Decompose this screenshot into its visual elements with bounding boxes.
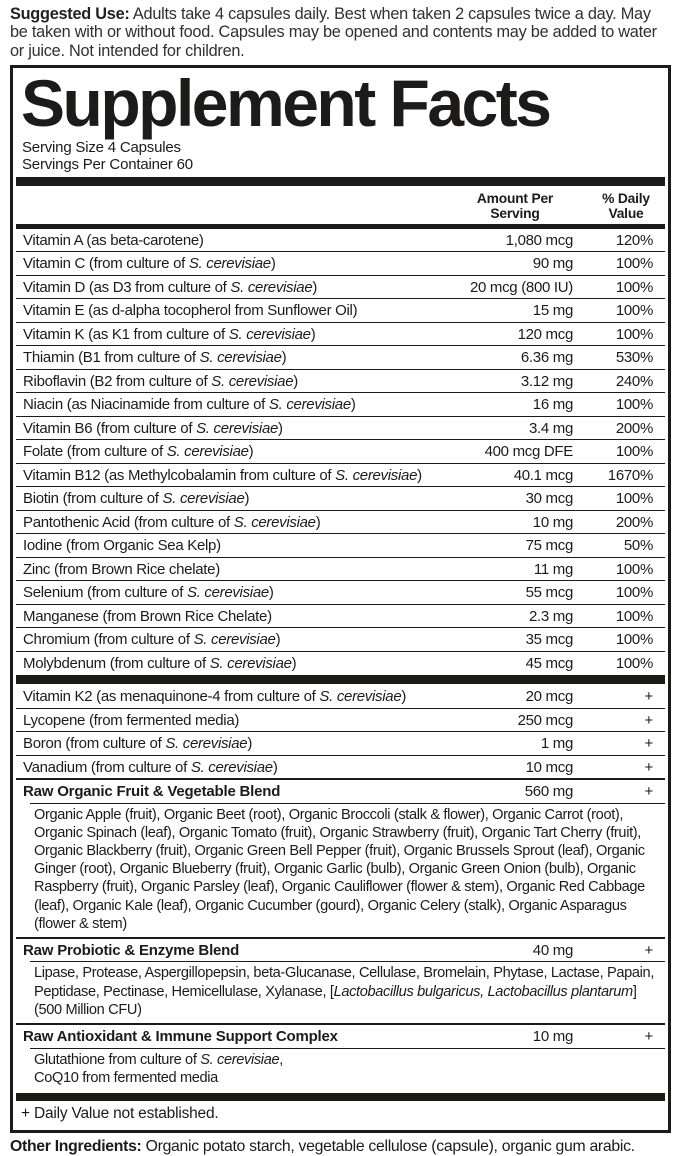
table-row xyxy=(16,298,665,322)
amount-per-serving-value: 45 mcg xyxy=(525,654,573,672)
table-row xyxy=(16,510,665,534)
daily-value: + xyxy=(644,941,653,959)
nutrient-name: Boron (from culture of S. cerevisiae) xyxy=(23,735,253,753)
amount-per-serving-value: 2.3 mg xyxy=(528,607,573,625)
nutrient-name: Lycopene (from fermented media) xyxy=(23,711,240,729)
servings-per-container: Servings Per Container 60 xyxy=(22,156,193,174)
table-row xyxy=(16,580,665,604)
nutrient-name: Riboflavin (B2 from culture of S. cerevisiae) xyxy=(23,372,298,390)
amount-per-serving-value: 16 mg xyxy=(532,396,573,414)
nutrient-name: Raw Probiotic & Enzyme Blend xyxy=(23,941,240,959)
nutrient-name: Vitamin E (as d-alpha tocopherol from Sunflower Oil) xyxy=(23,302,358,320)
daily-value: 100% xyxy=(615,560,653,578)
amount-per-serving-value: 75 mcg xyxy=(525,537,573,555)
table-row xyxy=(16,275,665,299)
secondary-rows xyxy=(16,685,665,1091)
table-row xyxy=(16,651,665,675)
table-row xyxy=(16,685,665,708)
primary-rows xyxy=(16,229,665,675)
daily-value: 240% xyxy=(615,372,653,390)
nutrient-name: Folate (from culture of S. cerevisiae) xyxy=(23,443,254,461)
amount-per-serving-value: 10 mcg xyxy=(525,758,573,776)
daily-value: + xyxy=(644,688,653,706)
suggested-use-paragraph xyxy=(10,5,671,60)
daily-value: 100% xyxy=(615,607,653,625)
table-row xyxy=(16,392,665,416)
daily-value: 100% xyxy=(615,654,653,672)
nutrient-name: Molybdenum (from culture of S. cerevisiae) xyxy=(23,654,297,672)
daily-value: 100% xyxy=(615,325,653,343)
nutrient-name: Selenium (from culture of S. cerevisiae) xyxy=(23,584,274,602)
nutrient-name: Iodine (from Organic Sea Kelp) xyxy=(23,537,221,555)
amount-column-header: Amount Per Serving xyxy=(476,190,554,221)
amount-per-serving-value: 20 mcg xyxy=(525,688,573,706)
table-row xyxy=(16,778,665,803)
thick-separator-bar xyxy=(16,1093,665,1101)
table-row xyxy=(16,533,665,557)
amount-per-serving-value: 3.4 mg xyxy=(528,419,573,437)
amount-per-serving-value: 10 mg xyxy=(532,513,573,531)
amount-per-serving-value: 40.1 mcg xyxy=(513,466,573,484)
nutrient-name: Vitamin K (as K1 from culture of S. cerevisiae) xyxy=(23,325,316,343)
blend-ingredient-list: Glutathione from culture of S. cerevisiae, CoQ10 from fermented media xyxy=(30,1048,665,1091)
dv-column-header: % Daily Value xyxy=(602,190,650,221)
table-row xyxy=(16,322,665,346)
table-row xyxy=(16,463,665,487)
nutrient-name: Vitamin D (as D3 from culture of S. cerevisiae) xyxy=(23,278,318,296)
daily-value: + xyxy=(644,1028,653,1046)
amount-per-serving-value: 1,080 mcg xyxy=(505,231,573,249)
daily-value: 100% xyxy=(615,396,653,414)
table-row xyxy=(16,755,665,779)
daily-value: + xyxy=(644,735,653,753)
serving-size: Serving Size 4 Capsules xyxy=(22,138,181,156)
other-ingredients-text: Organic potato starch, vegetable cellulose (capsule), organic gum arabic. xyxy=(145,1137,635,1155)
nutrient-name: Thiamin (B1 from culture of S. cerevisiae) xyxy=(23,349,287,367)
nutrient-name: Pantothenic Acid (from culture of S. cerevisiae) xyxy=(23,513,321,531)
table-row xyxy=(16,731,665,755)
nutrient-name: Vitamin A (as beta-carotene) xyxy=(23,231,204,249)
amount-per-serving-value: 10 mg xyxy=(532,1028,573,1046)
daily-value: 1670% xyxy=(607,466,653,484)
daily-value: 100% xyxy=(615,443,653,461)
daily-value: 100% xyxy=(615,631,653,649)
nutrient-name: Niacin (as Niacinamide from culture of S. cerevisiae) xyxy=(23,396,356,414)
daily-value: + xyxy=(644,758,653,776)
table-row xyxy=(16,416,665,440)
table-row xyxy=(16,486,665,510)
nutrient-name: Zinc (from Brown Rice chelate) xyxy=(23,560,220,578)
table-row xyxy=(16,1023,665,1048)
table-row xyxy=(16,251,665,275)
table-row xyxy=(16,439,665,463)
nutrient-name: Vitamin B6 (from culture of S. cerevisiae) xyxy=(23,419,283,437)
other-ingredients-label: Other Ingredients: xyxy=(10,1137,142,1155)
other-ingredients-paragraph xyxy=(10,1138,671,1156)
amount-per-serving-value: 40 mg xyxy=(532,941,573,959)
table-row xyxy=(16,229,665,252)
daily-value: 100% xyxy=(615,255,653,273)
daily-value: 120% xyxy=(615,231,653,249)
supplement-facts-panel xyxy=(10,65,671,1133)
serving-info xyxy=(22,139,658,174)
nutrient-name: Vanadium (from culture of S. cerevisiae) xyxy=(23,758,278,776)
blend-ingredient-list: Lipase, Protease, Aspergillopepsin, beta-Glucanase, Cellulase, Bromelain, Phytase, Lactase, Papain, Peptidase, Pectinase, Hemicellulase, Xylanase, [Lactobacillus bulgaricus, Lactobacillus plantarum] (500 Million CFU) xyxy=(30,961,665,1023)
nutrient-name: Vitamin B12 (as Methylcobalamin from culture of S. cerevisiae) xyxy=(23,466,422,484)
table-row xyxy=(16,604,665,628)
nutrient-name: Vitamin C (from culture of S. cerevisiae) xyxy=(23,255,276,273)
nutrient-name: Raw Antioxidant & Immune Support Complex xyxy=(23,1028,338,1046)
amount-per-serving-value: 3.12 mg xyxy=(520,372,573,390)
table-row xyxy=(16,937,665,962)
daily-value: 50% xyxy=(623,537,653,555)
daily-value: 100% xyxy=(615,490,653,508)
amount-per-serving-value: 400 mcg DFE xyxy=(484,443,573,461)
suggested-use-text: Adults take 4 capsules daily. Best when taken 2 capsules twice a day. May be taken with or without food. Capsules may be opened and contents may be added to water or juice. Not intended for children. xyxy=(10,5,657,60)
table-row xyxy=(16,627,665,651)
daily-value: 100% xyxy=(615,584,653,602)
suggested-use-label: Suggested Use: xyxy=(10,5,130,23)
daily-value: + xyxy=(644,711,653,729)
amount-per-serving-value: 55 mcg xyxy=(525,584,573,602)
table-row xyxy=(16,369,665,393)
column-header-row xyxy=(16,187,665,224)
thick-separator-bar xyxy=(16,675,665,684)
amount-per-serving-value: 1 mg xyxy=(540,735,573,753)
amount-per-serving-value: 6.36 mg xyxy=(520,349,573,367)
daily-value: 200% xyxy=(615,419,653,437)
nutrient-name: Biotin (from culture of S. cerevisiae) xyxy=(23,490,250,508)
daily-value: 100% xyxy=(615,302,653,320)
nutrient-name: Raw Organic Fruit & Vegetable Blend xyxy=(23,783,281,801)
daily-value: + xyxy=(644,783,653,801)
panel-title: Supplement Facts xyxy=(21,66,550,141)
amount-per-serving-value: 90 mg xyxy=(532,255,573,273)
amount-per-serving-value: 560 mg xyxy=(524,783,573,801)
amount-per-serving-value: 120 mcg xyxy=(517,325,573,343)
amount-per-serving-value: 11 mg xyxy=(533,560,573,578)
table-row xyxy=(16,557,665,581)
amount-per-serving-value: 35 mcg xyxy=(525,631,573,649)
amount-per-serving-value: 250 mcg xyxy=(517,711,573,729)
amount-per-serving-value: 15 mg xyxy=(532,302,573,320)
daily-value: 530% xyxy=(615,349,653,367)
table-row xyxy=(16,345,665,369)
nutrient-name: Vitamin K2 (as menaquinone-4 from culture of S. cerevisiae) xyxy=(23,688,407,706)
nutrient-name: Chromium (from culture of S. cerevisiae) xyxy=(23,631,281,649)
blend-ingredient-list: Organic Apple (fruit), Organic Beet (root), Organic Broccoli (stalk & flower), Organic Carrot (root), Organic Spinach (leaf), Organic Tomato (fruit), Organic Strawberry (fruit), Organic Tart Cherry (fruit), Organic Blackberry (fruit), Organic Green Bell Pepper (fruit), Organic Brussels Sprout (leaf), Organic Ginger (root), Organic Blueberry (fruit), Organic Garlic (bulb), Organic Green Onion (bulb), Organic Raspberry (fruit), Organic Parsley (leaf), Organic Cauliflower (flower & stem), Organic Red Cabbage (leaf), Organic Kale (leaf), Organic Cucumber (gourd), Organic Celery (stalk), Organic Asparagus (flower & stem) xyxy=(30,803,665,937)
daily-value: 200% xyxy=(615,513,653,531)
table-row xyxy=(16,708,665,732)
amount-per-serving-value: 20 mcg (800 IU) xyxy=(469,278,573,296)
thick-separator-bar xyxy=(16,177,665,186)
daily-value: 100% xyxy=(615,278,653,296)
amount-per-serving-value: 30 mcg xyxy=(525,490,573,508)
nutrient-name: Manganese (from Brown Rice Chelate) xyxy=(23,607,272,625)
daily-value-footnote: + Daily Value not established. xyxy=(21,1104,219,1122)
